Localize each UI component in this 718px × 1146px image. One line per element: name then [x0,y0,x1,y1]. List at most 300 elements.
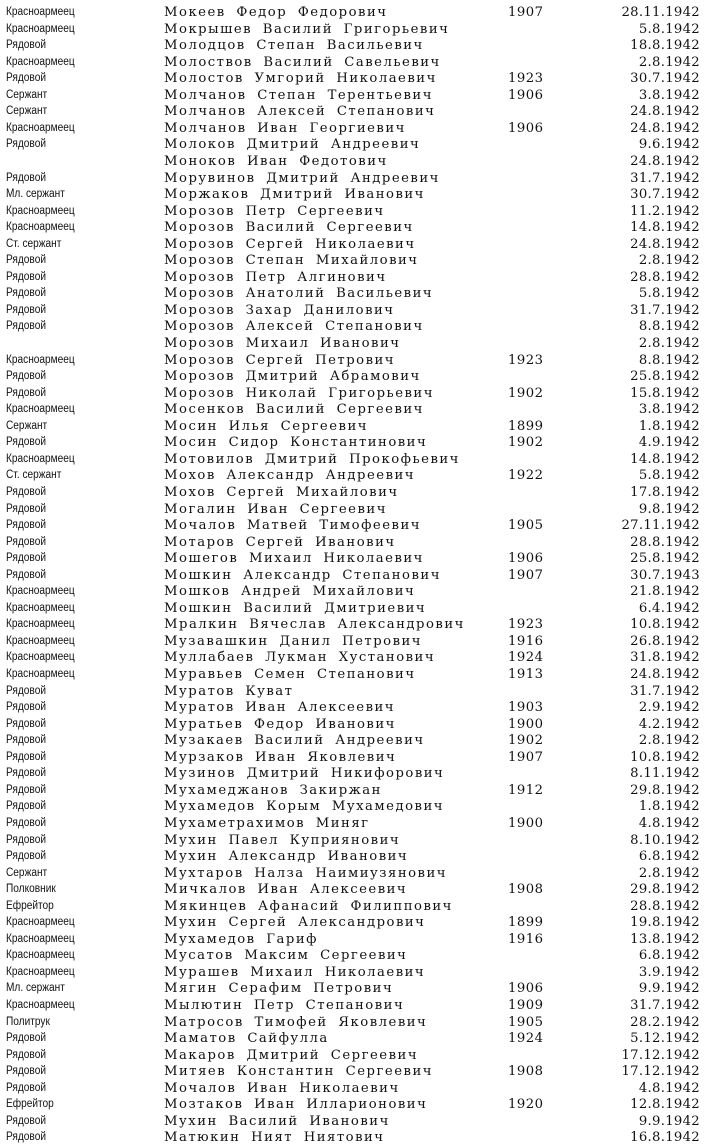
table-row [0,285,718,302]
rank-cell: Красноармеец [6,634,75,647]
death-date-cell: 24.8.1942 [630,153,700,169]
rank-cell: Красноармеец [6,121,75,134]
table-row [0,4,718,21]
table-row [0,881,718,898]
rank-cell: Рядовой [6,485,46,498]
table-row [0,302,718,319]
table-row [0,616,718,633]
name-cell: Муратьев Федор Иванович [164,716,396,732]
table-row [0,749,718,766]
name-cell: Морозов Сергей Петрович [164,352,396,368]
name-cell: Мочалов Матвей Тимофеевич [164,518,421,534]
table-row [0,980,718,997]
table-row [0,501,718,518]
table-row [0,815,718,832]
death-date-cell: 25.8.1942 [630,369,700,385]
death-date-cell: 17.12.1942 [621,1047,700,1063]
death-date-cell: 9.6.1942 [638,137,700,153]
death-date-cell: 28.11.1942 [621,5,700,20]
table-row [0,484,718,501]
table-row [0,732,718,749]
name-cell: Молостов Умгорий Николаевич [164,71,437,87]
rank-cell: Красноармеец [6,55,75,68]
table-row [0,1096,718,1113]
name-cell: Мосин Илья Сергеевич [164,418,368,434]
table-row [0,1063,718,1080]
name-cell: Мичкалов Иван Алексеевич [164,882,408,898]
rank-cell: Рядовой [6,303,46,316]
rank-cell: Рядовой [6,552,46,565]
name-cell: Морозов Дмитрий Абрамович [164,369,421,385]
rank-cell: Рядовой [6,39,46,52]
table-row [0,964,718,981]
name-cell: Мухамеджанов Закиржан [164,782,382,798]
name-cell: Морозов Михаил Иванович [164,336,401,351]
table-row [0,170,718,187]
death-date-cell: 25.8.1942 [630,551,700,567]
name-cell: Музинов Дмитрий Никифорович [164,766,445,782]
death-date-cell: 24.8.1942 [630,120,700,136]
death-date-cell: 13.8.1942 [630,931,700,947]
name-cell: Морозов Сергей Николаевич [164,236,416,252]
birth-year-cell: 1912 [508,782,544,798]
birth-year-cell: 1916 [508,633,544,649]
table-row [0,997,718,1014]
table-row [0,103,718,120]
rank-cell: Рядовой [6,850,46,863]
death-date-cell: 28.8.1942 [630,269,700,285]
table-row [0,1047,718,1064]
death-date-cell: 24.8.1942 [630,667,700,682]
death-date-cell: 4.8.1942 [638,1080,700,1096]
death-date-cell: 5.8.1942 [638,286,700,302]
name-cell: Мусатов Максим Сергеевич [164,948,408,964]
table-row [0,54,718,71]
table-row [0,947,718,964]
table-row [0,401,718,418]
birth-year-cell: 1900 [508,815,544,831]
birth-year-cell: 1916 [508,931,544,947]
rank-cell: Красноармеец [6,668,75,680]
table-row [0,269,718,286]
table-row [0,1080,718,1097]
table-row [0,832,718,849]
name-cell: Морувинов Дмитрий Андреевич [164,170,440,186]
name-cell: Мошков Андрей Михайлович [164,584,416,600]
rank-cell: Красноармеец [6,6,75,18]
death-date-cell: 24.8.1942 [630,236,700,252]
name-cell: Моржаков Дмитрий Иванович [164,187,425,203]
table-row [0,252,718,269]
name-cell: Мошегов Михаил Николаевич [164,551,424,567]
rank-cell: Ефрейтор [6,899,54,912]
rank-cell: Рядовой [6,320,46,333]
birth-year-cell: 1906 [508,87,544,103]
rank-cell: Мл. сержант [6,982,65,995]
table-row [0,683,718,700]
death-date-cell: 31.7.1942 [630,998,700,1013]
table-row [0,765,718,782]
table-row [0,87,718,104]
rank-cell: Рядовой [6,1131,46,1144]
table-row [0,534,718,551]
rank-cell: Рядовой [6,502,46,515]
death-date-cell: 28.8.1942 [630,898,700,914]
death-date-cell: 1.8.1942 [638,418,700,434]
rank-cell: Рядовой [6,816,46,829]
name-cell: Матросов Тимофей Яковлевич [164,1014,428,1030]
name-cell: Морозов Петр Сергеевич [164,203,385,219]
rank-cell: Рядовой [6,1081,46,1094]
table-row [0,931,718,948]
rank-cell: Красноармеец [6,452,75,465]
name-cell: Морозов Николай Григорьевич [164,385,434,401]
birth-year-cell: 1913 [508,667,544,682]
rank-cell: Мл. сержант [6,188,65,201]
name-cell: Морозов Алексей Степанович [164,319,424,335]
death-date-cell: 6.4.1942 [638,600,700,616]
name-cell: Морозов Петр Алгинович [164,269,387,285]
rank-cell: Красноармеец [6,949,75,962]
death-date-cell: 16.8.1942 [630,1130,700,1146]
name-cell: Мухин Сергей Александрович [164,915,426,931]
rank-cell: Рядовой [6,370,46,383]
name-cell: Муравьев Семен Степанович [164,667,416,682]
death-date-cell: 29.8.1942 [630,782,700,798]
name-cell: Мокеев Федор Федорович [164,5,388,20]
death-date-cell: 8.8.1942 [638,319,700,335]
table-row [0,37,718,54]
birth-year-cell: 1922 [508,468,544,484]
table-row [0,567,718,584]
rank-cell: Красноармеец [6,651,75,664]
death-date-cell: 2.8.1942 [638,336,700,351]
death-date-cell: 6.8.1942 [638,948,700,964]
birth-year-cell: 1902 [508,733,544,749]
table-row [0,898,718,915]
table-row [0,153,718,170]
birth-year-cell: 1908 [508,1064,544,1080]
name-cell: Моноков Иван Федотович [164,153,388,169]
death-date-cell: 30.7.1943 [630,567,700,583]
name-cell: Могалин Иван Сергеевич [164,501,387,517]
death-date-cell: 26.8.1942 [630,633,700,649]
name-cell: Мралкин Вячеслав Александрович [164,617,465,633]
rank-cell: Рядовой [6,72,46,85]
name-cell: Митяев Константин Сергеевич [164,1064,433,1080]
death-date-cell: 1.8.1942 [638,799,700,815]
rank-cell: Красноармеец [6,353,75,366]
table-row [0,21,718,38]
death-date-cell: 6.8.1942 [638,849,700,865]
death-date-cell: 4.8.1942 [638,815,700,831]
name-cell: Мосин Сидор Константинович [164,435,428,451]
birth-year-cell: 1924 [508,650,544,666]
death-date-cell: 9.9.1942 [638,981,700,997]
table-row [0,120,718,137]
name-cell: Молоствов Василий Савельевич [164,54,441,70]
rank-cell: Красноармеец [6,221,75,234]
name-cell: Макаров Дмитрий Сергеевич [164,1047,419,1063]
death-date-cell: 17.12.1942 [621,1064,700,1080]
name-cell: Мылютин Петр Степанович [164,998,405,1013]
rank-cell: Рядовой [6,767,46,780]
rank-cell: Рядовой [6,750,46,763]
table-row [0,699,718,716]
name-cell: Мурашев Михаил Николаевич [164,964,426,980]
rank-cell: Рядовой [6,1048,46,1061]
death-date-cell: 5.8.1942 [638,21,700,37]
death-date-cell: 12.8.1942 [630,1097,700,1113]
death-date-cell: 29.8.1942 [630,882,700,898]
name-cell: Морозов Василий Сергеевич [164,220,414,236]
death-date-cell: 8.8.1942 [638,352,700,368]
name-cell: Молоков Дмитрий Андреевич [164,137,421,153]
name-cell: Мотовилов Дмитрий Прокофьевич [164,451,460,467]
rank-cell: Ефрейтор [6,1098,54,1111]
rank-cell: Сержант [6,105,48,118]
name-cell: Мухаметрахимов Миняг [164,815,370,831]
rank-cell: Красноармеец [6,916,75,929]
table-row [0,352,718,369]
table-row [0,798,718,815]
death-date-cell: 9.9.1942 [638,1113,700,1129]
death-date-cell: 30.7.1942 [630,187,700,203]
table-row [0,368,718,385]
table-row [0,451,718,468]
rank-cell: Рядовой [6,270,46,283]
rank-cell: Рядовой [6,1032,46,1045]
name-cell: Молодцов Степан Васильевич [164,38,424,54]
death-date-cell: 10.8.1942 [630,617,700,633]
birth-year-cell: 1902 [508,385,544,401]
rank-cell: Рядовой [6,287,46,300]
name-cell: Музавашкин Данил Петрович [164,633,423,649]
rank-cell: Красноармеец [6,22,75,35]
name-cell: Мухамедов Гариф [164,931,318,947]
rank-cell: Красноармеец [6,204,75,217]
death-date-cell: 8.11.1942 [630,766,700,782]
rank-cell: Рядовой [6,701,46,714]
name-cell: Мухин Павел Куприянович [164,832,401,848]
death-date-cell: 2.8.1942 [638,253,700,269]
death-date-cell: 17.8.1942 [630,484,700,500]
table-row [0,633,718,650]
table-row [0,865,718,882]
rank-cell: Красноармеец [6,932,75,945]
rank-cell: Рядовой [6,519,46,532]
death-date-cell: 31.7.1942 [630,170,700,186]
death-date-cell: 31.7.1942 [630,683,700,699]
rank-cell: Рядовой [6,436,46,449]
rank-cell: Сержант [6,419,48,432]
death-date-cell: 4.2.1942 [638,716,700,732]
death-date-cell: 21.8.1942 [630,584,700,600]
name-cell: Молчанов Алексей Степанович [164,104,436,120]
name-cell: Мохов Сергей Михайлович [164,484,399,500]
name-cell: Муратов Куват [164,683,294,699]
table-row [0,1113,718,1130]
rank-cell: Красноармеец [6,403,75,416]
birth-year-cell: 1902 [508,435,544,451]
name-cell: Мотаров Сергей Иванович [164,534,396,550]
death-date-cell: 5.12.1942 [630,1031,700,1047]
rank-cell: Красноармеец [6,601,75,614]
name-cell: Мухамедов Корым Мухамедович [164,799,444,815]
death-date-cell: 24.8.1942 [630,104,700,120]
rank-cell: Красноармеец [6,618,75,631]
death-date-cell: 15.8.1942 [630,385,700,401]
rank-cell: Сержант [6,866,48,879]
table-row [0,203,718,220]
table-row [0,517,718,534]
table-row [0,583,718,600]
name-cell: Мякинцев Афанасий Филиппович [164,898,453,914]
rank-cell: Рядовой [6,171,46,184]
name-cell: Маматов Сайфулла [164,1031,329,1047]
rank-cell: Рядовой [6,1114,46,1127]
death-date-cell: 2.9.1942 [638,700,700,716]
death-date-cell: 28.8.1942 [630,534,700,550]
name-cell: Муратов Иван Алексеевич [164,700,396,716]
death-date-cell: 14.8.1942 [630,220,700,236]
rank-cell: Политрук [6,1015,50,1028]
birth-year-cell: 1907 [508,749,544,765]
name-cell: Мошкин Александр Степанович [164,567,441,583]
name-cell: Мозтаков Иван Илларионович [164,1097,428,1113]
birth-year-cell: 1899 [508,915,544,931]
name-cell: Молчанов Степан Терентьевич [164,87,433,103]
birth-year-cell: 1906 [508,551,544,567]
death-date-cell: 2.8.1942 [638,865,700,881]
table-row [0,467,718,484]
birth-year-cell: 1905 [508,518,544,534]
rank-cell: Полковник [6,883,56,896]
table-row [0,418,718,435]
name-cell: Мягин Серафим Петрович [164,981,394,997]
table-row [0,236,718,253]
death-date-cell: 30.7.1942 [630,71,700,87]
rank-cell: Сержант [6,88,48,101]
name-cell: Морозов Захар Данилович [164,302,395,318]
table-row [0,70,718,87]
name-cell: Мохов Александр Андреевич [164,468,416,484]
death-date-cell: 9.8.1942 [638,501,700,517]
birth-year-cell: 1907 [508,5,544,20]
table-row [0,136,718,153]
birth-year-cell: 1900 [508,716,544,732]
birth-year-cell: 1906 [508,981,544,997]
table-row [0,335,718,352]
name-cell: Мухин Александр Иванович [164,849,409,865]
name-cell: Мочалов Иван Николаевич [164,1080,400,1096]
birth-year-cell: 1906 [508,120,544,136]
death-date-cell: 8.10.1942 [630,832,700,848]
birth-year-cell: 1923 [508,617,544,633]
name-cell: Мухтаров Налза Наимиузянович [164,865,447,881]
birth-year-cell: 1923 [508,352,544,368]
table-row [0,186,718,203]
rank-cell: Рядовой [6,568,46,581]
rank-cell: Красноармеец [6,999,75,1011]
birth-year-cell: 1907 [508,567,544,583]
rank-cell: Рядовой [6,833,46,846]
name-cell: Муллабаев Лукман Хустанович [164,650,436,666]
death-date-cell: 3.8.1942 [638,402,700,418]
table-row [0,1030,718,1047]
name-cell: Музакаев Василий Андреевич [164,733,425,749]
rank-cell: Красноармеец [6,965,75,978]
name-cell: Морозов Степан Михайлович [164,253,419,269]
name-cell: Мосенков Василий Сергеевич [164,402,424,418]
death-date-cell: 11.2.1942 [630,203,700,219]
death-date-cell: 4.9.1942 [638,435,700,451]
death-date-cell: 18.8.1942 [630,38,700,54]
rank-cell: Красноармеец [6,585,75,598]
table-row [0,782,718,799]
name-cell: Мошкин Василий Дмитриевич [164,600,427,616]
death-date-cell: 31.7.1942 [630,302,700,318]
death-date-cell: 2.8.1942 [638,733,700,749]
table-row [0,716,718,733]
death-date-cell: 31.8.1942 [630,650,700,666]
death-date-cell: 5.8.1942 [638,468,700,484]
rank-cell: Ст. сержант [6,469,62,482]
birth-year-cell: 1924 [508,1031,544,1047]
rank-cell: Рядовой [6,800,46,813]
table-row [0,600,718,617]
rank-cell: Рядовой [6,734,46,747]
table-row [0,385,718,402]
name-cell: Мухин Василий Иванович [164,1113,390,1129]
table-row [0,914,718,931]
name-cell: Молчанов Иван Георгиевич [164,120,406,136]
rank-cell: Ст. сержант [6,237,62,250]
table-row [0,649,718,666]
death-date-cell: 3.8.1942 [638,87,700,103]
death-date-cell: 10.8.1942 [630,749,700,765]
birth-year-cell: 1909 [508,998,544,1013]
birth-year-cell: 1923 [508,71,544,87]
table-row [0,434,718,451]
death-date-cell: 14.8.1942 [630,451,700,467]
birth-year-cell: 1905 [508,1014,544,1030]
table-row [0,666,718,683]
name-cell: Мокрышев Василий Григорьевич [164,21,450,37]
table-row [0,848,718,865]
rank-cell: Рядовой [6,386,46,399]
birth-year-cell: 1903 [508,700,544,716]
death-date-cell: 3.9.1942 [638,964,700,980]
birth-year-cell: 1899 [508,418,544,434]
rank-cell: Рядовой [6,138,46,151]
table-row [0,318,718,335]
death-date-cell: 28.2.1942 [630,1014,700,1030]
name-cell: Мурзаков Иван Яковлевич [164,749,397,765]
rank-cell: Рядовой [6,783,46,796]
rank-cell: Рядовой [6,684,46,697]
name-cell: Матюкин Ният Ниятович [164,1130,385,1146]
rank-cell: Рядовой [6,535,46,548]
table-row [0,550,718,567]
birth-year-cell: 1908 [508,882,544,898]
death-date-cell: 2.8.1942 [638,54,700,70]
rank-cell: Рядовой [6,717,46,730]
table-row [0,1014,718,1031]
death-date-cell: 27.11.1942 [621,518,700,534]
death-date-cell: 19.8.1942 [630,915,700,931]
name-cell: Морозов Анатолий Васильевич [164,286,434,302]
